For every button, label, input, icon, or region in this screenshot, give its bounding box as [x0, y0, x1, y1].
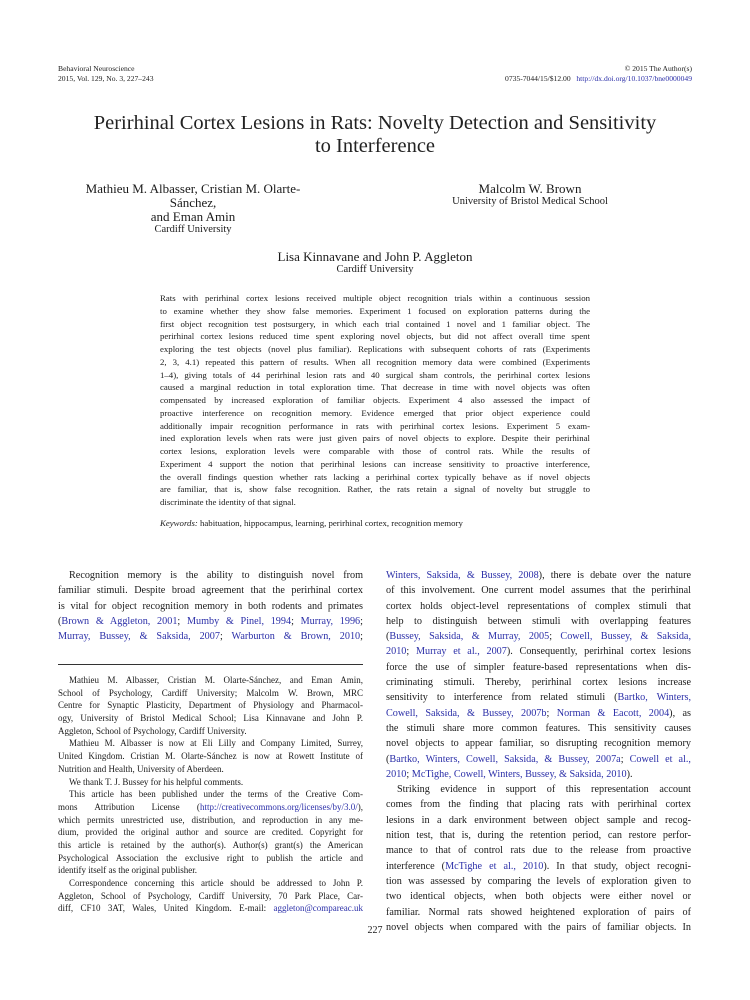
text-segment: this article is retained by the author(s). Author(s) grant(s) the American: [58, 839, 363, 850]
text-segment: which permits unrestricted use, distribution, and reproduction in any me-: [58, 814, 363, 825]
text-segment: of this involvement. One current model assumes that the perirhinal: [386, 585, 691, 597]
text-line: [160, 483, 590, 496]
text-line: [386, 675, 691, 690]
text-segment: criminating stimuli. Thereby, perirhinal cortex lesions increase: [386, 677, 691, 689]
text-segment: to examine whether they show false memories. Experiment 1 focused on exploration patterns during the: [160, 305, 590, 316]
citation-link[interactable]: 2010: [386, 646, 407, 658]
text-line: [386, 767, 691, 782]
citation-link[interactable]: Murray, Bussey, & Saksida, 2007: [58, 631, 220, 643]
text-segment: ), as: [669, 707, 691, 719]
text-segment: comes from the finding that placing rats with perirhinal cortex: [386, 799, 691, 811]
text-segment: additionally impair recognition performance in rats with perirhinal cortex lesions. Experiment 5 exam-: [160, 420, 590, 431]
text-line: [58, 801, 363, 814]
text-segment: Aggleton, School of Psychology, Cardiff University.: [58, 725, 247, 736]
footnote-divider: [58, 664, 363, 665]
text-segment: Experiment 4 support the notion that perirhinal lesions can increase sensitivity to proactive interference,: [160, 458, 590, 469]
text-segment: compensated by increased exploration of familiar objects. Experiment 4 also assessed the impact of: [160, 395, 590, 405]
page-number: 227: [367, 925, 383, 936]
text-line: [386, 859, 691, 874]
text-segment: two identical objects, when both objects were either novel or: [386, 891, 691, 903]
text-line: [58, 568, 363, 583]
text-line: [58, 852, 363, 865]
text-segment: 1–4), giving totals of 44 perirhinal lesion rats and 40 surgical sham controls, the perirhinal cortex lesions: [160, 369, 590, 380]
right-column-body: [386, 568, 691, 935]
citation-link[interactable]: Murray et al., 2007: [415, 646, 507, 658]
text-line: [58, 814, 363, 827]
text-segment: Nutrition and Health, University of Aberdeen.: [58, 763, 224, 774]
text-segment: Correspondence concerning this article should be addressed to John P.: [69, 878, 363, 888]
text-segment: help to distinguish between stimuli with overlapping features: [386, 615, 691, 627]
text-segment: This article has been published under the terms of the Creative Com-: [69, 789, 363, 800]
text-line: [160, 394, 590, 407]
text-line: [58, 877, 363, 890]
text-line: [386, 690, 691, 705]
text-line: [386, 813, 691, 828]
affiliation: University of Bristol Medical School: [452, 196, 608, 207]
text-line: [58, 864, 363, 877]
text-segment: Recognition memory is the ability to distinguish novel from: [69, 570, 363, 581]
text-segment: the overall findings question whether rats lacking a perirhinal cortex typically behave as if novel objects: [160, 471, 590, 482]
text-segment: (: [386, 631, 390, 643]
text-line: [386, 583, 691, 598]
text-segment: dium, provided the original author and source are credited. Copyright for: [58, 827, 363, 838]
text-line: [386, 644, 691, 659]
citation-link[interactable]: Murray, 1996: [300, 615, 361, 627]
text-line: [386, 568, 691, 583]
text-segment: familiar stimuli. Despite broad agreement that the perirhinal cortex: [58, 585, 363, 597]
text-segment: Mathieu M. Albasser is now at Eli Lilly and Company Limited, Surrey,: [69, 738, 363, 749]
author-names: and Eman Amin: [150, 209, 236, 224]
text-segment: nition test, that is, during the retention period, can restore perfor-: [386, 830, 691, 842]
journal-citation: 2015, Vol. 129, No. 3, 227–243: [58, 73, 154, 83]
text-segment: perirhinal cortex lesions reduced time spent exploring novel objects, but did not affect overall time spent: [160, 331, 590, 342]
text-segment: ;: [219, 631, 232, 643]
text-line: [58, 687, 363, 700]
text-line: [160, 369, 590, 382]
text-segment: Centre for Synaptic Plasticity, Department of Physiology and Pharmacol-: [58, 700, 363, 711]
text-line: [386, 706, 691, 721]
keywords-text: habituation, hippocampus, learning, perirhinal cortex, recognition memory: [197, 518, 463, 528]
text-segment: ;: [546, 707, 557, 719]
copyright-info: [505, 64, 692, 83]
affiliation: Cardiff University: [154, 224, 232, 235]
text-segment: Striking evidence in support of this representation account: [397, 784, 691, 796]
text-line: [386, 889, 691, 904]
text-segment: are familiar, that is, show false recognition. Rather, the rats retain a signal of novelty but struggle to: [160, 484, 590, 495]
text-segment: cortex holds object-level representations of complex stimuli that: [386, 600, 691, 612]
title-line: to Interference: [314, 135, 436, 157]
title-line: Perirhinal Cortex Lesions in Rats: Novelty Detection and Sensitivity: [93, 112, 657, 134]
text-segment: exploring the test objects (novel plus familiar). Replications with subsequent cohorts of rats (Experiments: [160, 344, 590, 354]
text-line: [160, 343, 590, 356]
text-segment: familiar. Normal rats showed heightened exploration of pairs of: [386, 906, 691, 918]
citation-link[interactable]: Bussey, Saksida, & Murray, 2005: [389, 631, 550, 643]
keywords-label: Keywords:: [160, 518, 198, 528]
text-segment: ined exploration levels when rats were just given pairs of novel objects to explore. Despite their perirhinal: [160, 433, 590, 444]
text-line: [58, 788, 363, 801]
text-segment: ), there is debate over the nature: [538, 570, 691, 581]
text-line: [160, 356, 590, 369]
text-segment: ;: [406, 768, 412, 780]
text-line: [58, 890, 363, 903]
text-segment: identify itself as the original publisher.: [58, 865, 197, 876]
text-line: [386, 660, 691, 675]
text-line: [58, 839, 363, 852]
keywords: [160, 517, 463, 529]
text-line: [160, 305, 590, 318]
text-segment: tion was assessed by comparing the levels of exploration given to: [386, 875, 691, 887]
citation-link[interactable]: Bartko, Winters,: [617, 692, 692, 704]
text-line: [58, 674, 363, 687]
text-line: [386, 828, 691, 843]
author-names: Mathieu M. Albasser, Cristian M. Olarte-Sánchez,: [85, 181, 301, 210]
text-line: [386, 614, 691, 629]
affiliation: Cardiff University: [336, 264, 414, 275]
text-line: [386, 843, 691, 858]
doi-link[interactable]: http://dx.doi.org/10.1037/bne0000049: [576, 73, 692, 83]
text-line: [160, 496, 590, 509]
citation-link[interactable]: Bartko, Winters, Cowell, Saksida, & Bussey, 2007a: [389, 753, 621, 765]
author-group-3: [0, 250, 750, 276]
text-segment: 2, 3, 4.1) repeated this pattern of results. When all recognition memory data were combined (Experiments: [160, 356, 590, 367]
text-segment: proactive interference on recognition memory. Evidence emerged that prior object experience could: [160, 407, 590, 418]
text-line: [386, 905, 691, 920]
author-group-2: [430, 182, 630, 208]
text-segment: ;: [177, 615, 187, 627]
text-segment: Psychological Association the exclusive right to publish the article and: [58, 852, 363, 863]
author-group-1: [68, 182, 318, 236]
text-segment: Mathieu M. Albasser, Cristian M. Olarte-Sánchez, and Eman Amin,: [69, 675, 363, 685]
citation-link[interactable]: http://creativecommons.org/licenses/by/3.0/: [199, 801, 358, 812]
citation-link[interactable]: McTighe et al., 2010: [445, 860, 544, 872]
text-segment: the stimuli share more common features. This sensitivity causes: [386, 722, 691, 734]
text-line: [160, 318, 590, 331]
text-segment: United Kingdom. Cristian M. Olarte-Sánchez is now at Rowett Institute of: [58, 751, 363, 762]
text-segment: ;: [406, 646, 416, 658]
article-title: [0, 112, 750, 158]
text-line: [160, 471, 590, 484]
text-segment: ;: [360, 615, 363, 627]
text-line: [160, 330, 590, 343]
text-line: [58, 725, 363, 738]
text-segment: mance to that of control rats due to the release from proactive: [386, 845, 691, 857]
text-line: [160, 407, 590, 420]
left-column-body: [58, 568, 363, 644]
text-segment: (: [58, 615, 62, 627]
text-segment: force the use of simpler feature-based representations when dis-: [386, 661, 691, 673]
text-line: [160, 420, 590, 433]
text-line: [386, 629, 691, 644]
text-line: [386, 736, 691, 751]
text-segment: is vital for object recognition memory in both rodents and primates: [58, 600, 363, 612]
text-line: [386, 599, 691, 614]
text-line: [58, 776, 363, 789]
text-segment: diff, CF10 3AT, Wales, United Kingdom. E-mail:: [58, 903, 274, 914]
text-line: [386, 797, 691, 812]
text-segment: cortex lesions, exploration levels were comparable with those of control rats. While the results of: [160, 446, 590, 456]
text-line: [58, 599, 363, 614]
citation-link[interactable]: 2010: [386, 768, 407, 780]
text-line: [58, 737, 363, 750]
text-line: [386, 752, 691, 767]
text-segment: caused a marginal reduction in total exploration time. That decrease in time with novel objects was often: [160, 382, 590, 393]
text-segment: ogy, University of Bristol Medical School; Lisa Kinnavane and John P.: [58, 713, 363, 724]
text-line: [58, 583, 363, 598]
author-names: Malcolm W. Brown: [478, 181, 582, 196]
text-segment: discriminate the identity of that signal.: [160, 497, 296, 507]
citation-link[interactable]: Winters, Saksida, & Bussey, 2008: [386, 570, 539, 581]
text-line: [160, 458, 590, 471]
citation-link[interactable]: Warburton & Brown, 2010: [231, 631, 361, 643]
text-segment: (: [386, 753, 390, 765]
citation-link[interactable]: aggleton@compareac.uk: [273, 903, 363, 914]
text-segment: ). In that study, object recogni-: [543, 860, 691, 872]
text-segment: mons Attribution License (: [58, 801, 200, 812]
text-segment: ;: [620, 753, 630, 765]
author-names: Lisa Kinnavane and John P. Aggleton: [277, 249, 473, 264]
text-line: [58, 712, 363, 725]
copyright: © 2015 The Author(s): [624, 64, 692, 73]
issn: 0735-7044/15/$12.00: [505, 73, 571, 83]
text-segment: novel objects when compared with the pairs of familiar objects. In: [386, 921, 691, 933]
text-line: [386, 874, 691, 889]
text-segment: ;: [360, 631, 363, 643]
text-segment: ). Consequently, perirhinal cortex lesions: [506, 646, 691, 658]
citation-link[interactable]: Norman & Eacott, 2004: [556, 707, 670, 719]
text-segment: sensitivity to interference from related stimuli (: [386, 692, 618, 704]
journal-name: Behavioral Neuroscience: [58, 64, 135, 73]
text-line: [160, 432, 590, 445]
text-line: [160, 445, 590, 458]
text-segment: Aggleton, School of Psychology, Cardiff University, 70 Park Place, Car-: [58, 890, 363, 901]
text-line: [58, 750, 363, 763]
text-segment: Rats with perirhinal cortex lesions received multiple object recognition trials within a continuous session: [160, 293, 590, 303]
citation-link[interactable]: Mumby & Pinel, 1994: [186, 615, 292, 627]
text-segment: School of Psychology, Cardiff University; Malcolm W. Brown, MRC: [58, 687, 363, 698]
text-segment: novel objects to appear familiar, so disrupting recognition memory: [386, 738, 691, 750]
text-segment: ;: [291, 615, 301, 627]
text-segment: ).: [626, 768, 633, 780]
citation-link[interactable]: McTighe, Cowell, Winters, Bussey, & Saksida, 2010: [411, 768, 627, 780]
text-line: [58, 763, 363, 776]
text-line: [160, 381, 590, 394]
citation-link[interactable]: Cowell, Saksida, & Bussey, 2007b: [386, 707, 547, 719]
text-segment: ;: [549, 631, 561, 643]
text-segment: lesions in a dark environment between object sample and recog-: [386, 814, 691, 826]
citation-link[interactable]: Brown & Aggleton, 2001: [61, 615, 178, 627]
text-line: [58, 614, 363, 629]
text-line: [58, 629, 363, 644]
text-line: [386, 782, 691, 797]
text-segment: We thank T. J. Bussey for his helpful comments.: [69, 776, 244, 787]
citation-link[interactable]: Cowell et al.,: [629, 753, 691, 765]
text-segment: ),: [357, 801, 363, 812]
text-line: [58, 902, 363, 915]
footnotes: [58, 674, 363, 915]
citation-link[interactable]: Cowell, Bussey, & Saksida,: [560, 631, 691, 643]
text-line: [58, 826, 363, 839]
abstract: [160, 292, 590, 509]
text-segment: interference (: [386, 860, 446, 872]
text-line: [386, 721, 691, 736]
text-line: [160, 292, 590, 305]
text-segment: first object recognition test postsurgery, in which each trial contained 1 novel and 1 familiar object. The: [160, 318, 590, 329]
journal-info: [58, 64, 154, 83]
text-line: [58, 699, 363, 712]
